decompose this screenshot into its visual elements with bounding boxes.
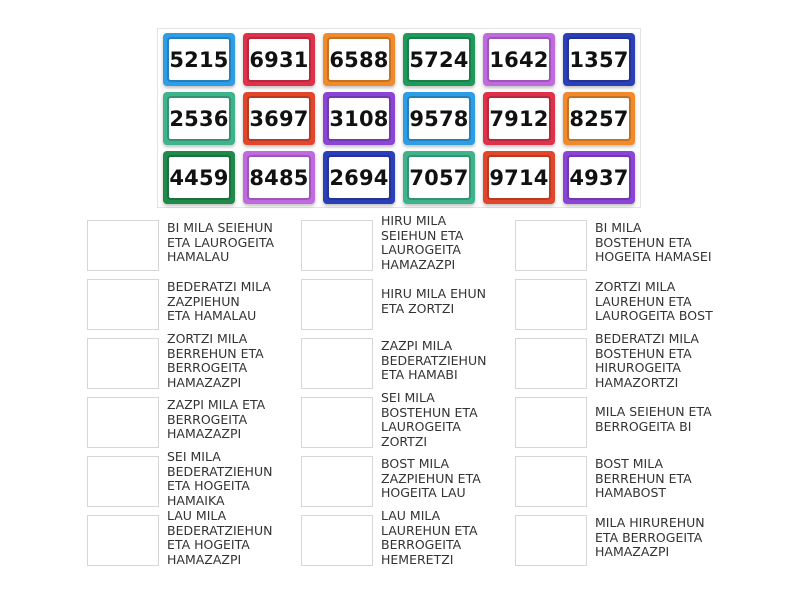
- number-words-label: BI MILA BOSTEHUN ETA HOGEITA HAMASEI: [595, 220, 712, 264]
- number-tile-face: [249, 157, 309, 198]
- drop-slot[interactable]: [301, 397, 373, 448]
- number-words-label: BOST MILA ZAZPIEHUN ETA HOGEITA LAU: [381, 456, 481, 500]
- number-tile-value: 6588: [329, 47, 389, 72]
- number-tile-face: [249, 39, 309, 80]
- number-tile-value: 1357: [569, 47, 629, 72]
- drop-slot[interactable]: [87, 397, 159, 448]
- number-words-label: ZORTZI MILA LAUREHUN ETA LAUROGEITA BOST: [595, 279, 713, 323]
- number-words-label: BI MILA SEIEHUN ETA LAUROGEITA HAMALAU: [167, 220, 275, 264]
- number-tile[interactable]: [323, 92, 395, 145]
- number-tile-value: 7912: [489, 106, 549, 131]
- number-tile[interactable]: [243, 151, 315, 204]
- drop-slot[interactable]: [87, 338, 159, 389]
- number-tile-value: 4937: [569, 165, 629, 190]
- number-tile-value: 3697: [249, 106, 309, 131]
- number-tile-face: [409, 39, 469, 80]
- number-tile-face: [169, 39, 229, 80]
- number-tile-value: 4459: [169, 165, 229, 190]
- number-words-label: BOST MILA BERREHUN ETA HAMABOST: [595, 456, 692, 500]
- number-tile[interactable]: [403, 33, 475, 86]
- number-words-label: HIRU MILA SEIEHUN ETA LAUROGEITA HAMAZAZPI: [381, 213, 464, 272]
- number-tile-value: 5215: [169, 47, 229, 72]
- number-tile-value: 5724: [409, 47, 469, 72]
- drop-slot[interactable]: [301, 515, 373, 566]
- number-tile-face: [409, 98, 469, 139]
- number-tile[interactable]: [483, 151, 555, 204]
- drop-slot[interactable]: [515, 279, 587, 330]
- number-tile-face: [169, 157, 229, 198]
- drop-slot[interactable]: [301, 338, 373, 389]
- drop-slot[interactable]: [515, 220, 587, 271]
- number-tile[interactable]: [323, 33, 395, 86]
- number-words-label: ZAZPI MILA BEDERATZIEHUN ETA HAMABI: [381, 338, 487, 382]
- number-tile-value: 9714: [489, 165, 549, 190]
- number-words-label: SEI MILA BEDERATZIEHUN ETA HOGEITA HAMAIKA: [167, 449, 273, 508]
- number-tile[interactable]: [563, 92, 635, 145]
- number-tile[interactable]: [403, 92, 475, 145]
- drop-slot[interactable]: [515, 456, 587, 507]
- number-tile-value: 1642: [489, 47, 549, 72]
- number-tile-face: [409, 157, 469, 198]
- number-tile[interactable]: [563, 151, 635, 204]
- number-tile-face: [169, 98, 229, 139]
- number-words-label: BEDERATZI MILA BOSTEHUN ETA HIRUROGEITA HAMAZORTZI: [595, 331, 699, 390]
- number-tile[interactable]: [323, 151, 395, 204]
- number-tile[interactable]: [163, 33, 235, 86]
- number-tile[interactable]: [563, 33, 635, 86]
- tile-panel: [157, 28, 641, 208]
- number-tile-face: [569, 39, 629, 80]
- number-tile[interactable]: [483, 92, 555, 145]
- number-words-label: SEI MILA BOSTEHUN ETA LAUROGEITA ZORTZI: [381, 390, 478, 449]
- number-tile-value: 9578: [409, 106, 469, 131]
- drop-slot[interactable]: [301, 456, 373, 507]
- number-tile-value: 3108: [329, 106, 389, 131]
- number-tile-value: 8485: [249, 165, 309, 190]
- number-tile-face: [569, 157, 629, 198]
- number-tile-face: [329, 39, 389, 80]
- number-tile[interactable]: [243, 92, 315, 145]
- drop-slot[interactable]: [515, 397, 587, 448]
- number-tile-value: 2694: [329, 165, 389, 190]
- number-tile-face: [249, 98, 309, 139]
- number-words-label: ZAZPI MILA ETA BERROGEITA HAMAZAZPI: [167, 397, 266, 441]
- number-words-label: LAU MILA LAUREHUN ETA BERROGEITA HEMERETZI: [381, 508, 478, 567]
- number-tile-value: 7057: [409, 165, 469, 190]
- drop-slot[interactable]: [87, 220, 159, 271]
- number-tile-face: [489, 157, 549, 198]
- number-words-label: MILA HIRUREHUN ETA BERROGEITA HAMAZAZPI: [595, 515, 705, 559]
- number-tile-face: [489, 39, 549, 80]
- drop-slot[interactable]: [87, 279, 159, 330]
- number-tile[interactable]: [483, 33, 555, 86]
- drop-slot[interactable]: [301, 279, 373, 330]
- number-tile-face: [329, 98, 389, 139]
- number-words-label: HIRU MILA EHUN ETA ZORTZI: [381, 286, 486, 316]
- number-tile-face: [569, 98, 629, 139]
- number-tile-face: [489, 98, 549, 139]
- number-words-label: MILA SEIEHUN ETA BERROGEITA BI: [595, 404, 712, 434]
- number-tile[interactable]: [243, 33, 315, 86]
- number-words-label: ZORTZI MILA BERREHUN ETA BERROGEITA HAMAZAZPI: [167, 331, 264, 390]
- number-tile-value: 8257: [569, 106, 629, 131]
- number-tile-face: [329, 157, 389, 198]
- drop-slot[interactable]: [87, 456, 159, 507]
- number-tile[interactable]: [163, 151, 235, 204]
- number-tile[interactable]: [163, 92, 235, 145]
- number-words-label: BEDERATZI MILA ZAZPIEHUN ETA HAMALAU: [167, 279, 271, 323]
- number-tile[interactable]: [403, 151, 475, 204]
- drop-slot[interactable]: [515, 515, 587, 566]
- number-words-label: LAU MILA BEDERATZIEHUN ETA HOGEITA HAMAZAZPI: [167, 508, 273, 567]
- drop-slot[interactable]: [87, 515, 159, 566]
- drop-slot[interactable]: [301, 220, 373, 271]
- drop-slot[interactable]: [515, 338, 587, 389]
- number-tile-value: 2536: [169, 106, 229, 131]
- number-tile-value: 6931: [249, 47, 309, 72]
